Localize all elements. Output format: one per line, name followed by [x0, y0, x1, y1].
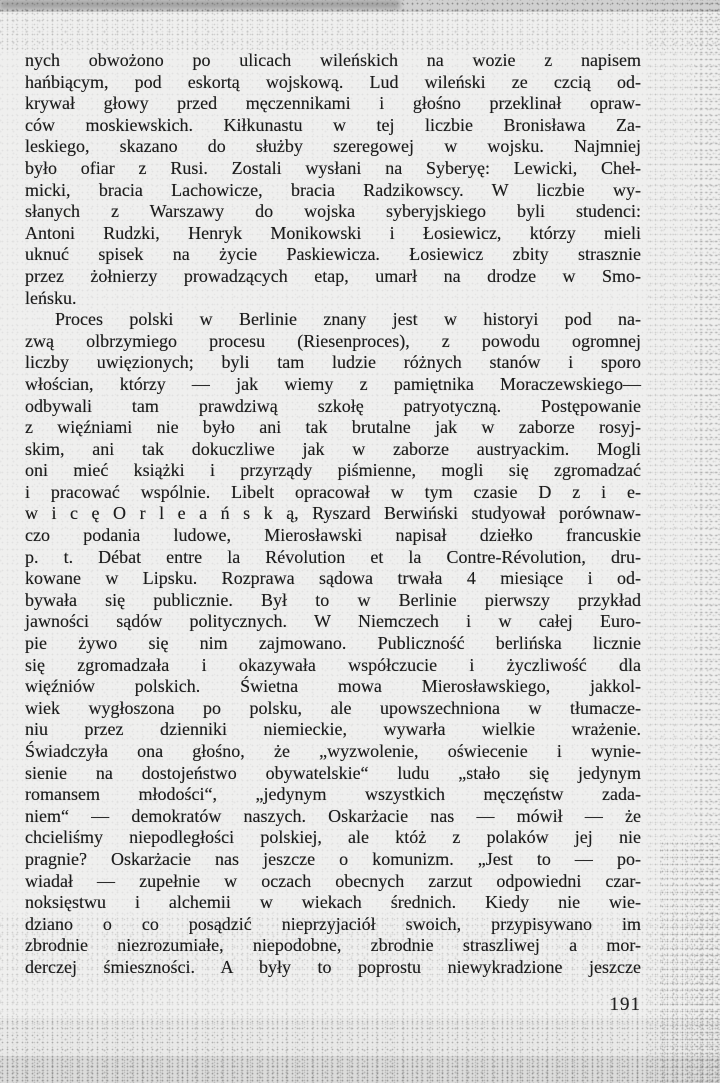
scan-noise-right-edge	[694, 0, 720, 1083]
text-line: włościan, którzy — jak wiemy z pamiętnika Moraczewskiego—	[25, 373, 641, 394]
text-line: więźniów polskich. Świetna mowa Mierosławskiego, jakkol-	[25, 676, 641, 697]
text-line: słanych z Warszawy do wojska syberyjskiego byli studenci:	[25, 201, 641, 222]
scan-noise-top-fade	[0, 10, 720, 50]
scan-noise-bottom-band	[0, 1018, 720, 1083]
text-line: Antoni Rudzki, Henryk Monikowski i Łosiewicz, którzy mieli	[25, 222, 641, 243]
text-line: skim, ani tak dokuczliwe jak w zaborze austryackim. Mogli	[25, 438, 641, 459]
text-line: krywał głowy przed męczennikami i głośno przeklinał opraw-	[25, 93, 641, 114]
text-line: leńsku.	[25, 287, 77, 308]
page-number: 191	[609, 994, 641, 1015]
text-line: hańbiącym, pod eskortą wojskową. Lud wileński ze czcią od-	[25, 71, 641, 92]
text-line: odbywali tam prawdziwą szkołę patryotyczną. Postępowanie	[25, 395, 641, 416]
text-line: i pracować wspólnie. Libelt opracował w tym czasie D z i e-	[25, 481, 641, 502]
text-line: Świadczyła ona głośno, że „wyzwolenie, oświecenie i wynie-	[25, 741, 641, 761]
text-line: leskiego, skazano do służby szeregowej w wojsku. Najmniej	[25, 136, 641, 157]
text-line: czo podania ludowe, Mierosławski napisał dziełko francuskie	[25, 525, 641, 546]
text-line: chcieliśmy niepodległości polskiej, ale któż z polaków jej nie	[25, 827, 641, 848]
scan-noise-bottom-right-corner	[660, 840, 720, 1083]
scan-noise-right-column	[648, 0, 720, 1083]
text-line: pie żywo się nim zajmowano. Publiczność berlińska licznie	[25, 633, 641, 654]
text-line: uknuć spisek na życie Paskiewicza. Łosiewicz zbity strasznie	[25, 244, 641, 265]
text-line: derczej śmieszności. A były to poprostu niewykradzione jeszcze	[25, 956, 641, 977]
text-line: było ofiar z Rusi. Zostali wysłani na Syberyę: Lewicki, Cheł-	[25, 157, 641, 178]
text-line: niu przez dzienniki niemieckie, wywarła wielkie wrażenie.	[25, 719, 641, 740]
text-line: sienie na dostojeństwo obywatelskie“ ludu „stało się jedynym	[25, 762, 641, 783]
text-line: pragnie? Oskarżacie nas jeszcze o komunizm. „Jest to — po-	[25, 848, 641, 869]
scan-noise-bottom-edge	[0, 1056, 720, 1083]
paragraph	[25, 50, 641, 309]
text-line: zbrodnie niezrozumiałe, niepodobne, zbrodnie straszliwej a mor-	[25, 935, 641, 956]
text-line: jawności sądów politycznych. W Niemczech i w całej Euro-	[25, 611, 641, 632]
text-block	[25, 50, 641, 979]
text-line: się zgromadzała i okazywała współczucie i życzliwość dla	[25, 654, 641, 675]
text-line: oni mieć książki i przyrządy piśmienne, mogli się zgromadzać	[25, 460, 641, 481]
text-line: niem“ — demokratów naszych. Oskarżacie nas — mówił — że	[25, 805, 641, 826]
text-line: p. t. Débat entre la Révolution et la Contre-Révolution, dru-	[25, 546, 641, 567]
text-line: romansem młodości“, „jedynym wszystkich męczęństw zada-	[25, 784, 641, 805]
text-line: w i c ę O r l e a ń s k ą, Ryszard Berwiński studyował porównaw-	[25, 503, 641, 524]
text-line: przez żołnierzy prowadzących etap, umarł na drodze w Smo-	[25, 265, 641, 286]
text-line: dziano o co posądzić nieprzyjaciół swoich, przypisywano im	[25, 913, 641, 934]
text-line: nych obwożono po ulicach wileńskich na wozie z napisem	[25, 50, 641, 70]
scan-smudge-top	[0, 0, 400, 9]
text-line: micki, bracia Lachowicze, bracia Radzikowscy. W liczbie wy-	[25, 179, 641, 200]
text-line: kowane w Lipsku. Rozprawa sądowa trwała 4 miesiące i od-	[25, 568, 641, 589]
paragraph	[25, 309, 641, 978]
text-line: wiek wygłoszona po polsku, ale upowszechniona w tłumacze-	[25, 697, 641, 718]
text-line: z więźniami nie było ani tak brutalne jak w zaborze rosyj-	[25, 417, 641, 438]
text-line: zwą olbrzymiego procesu (Riesenproces), z powodu ogromnej	[25, 330, 641, 351]
text-line: wiadał — zupełnie w oczach obecnych zarzut odpowiedni czar-	[25, 870, 641, 891]
text-line: Proces polski w Berlinie znany jest w historyi pod na-	[55, 309, 641, 330]
text-line: bywała się publicznie. Był to w Berlinie pierwszy przykład	[25, 589, 641, 610]
text-line: liczby uwięzionych; byli tam ludzie różnych stanów i sporo	[25, 352, 641, 373]
text-line: ców moskiewskich. Kiłkunastu w tej liczbie Bronisława Za-	[25, 114, 641, 135]
text-line: noksięstwu i alchemii w wiekach średnich. Kiedy nie wie-	[25, 892, 641, 913]
